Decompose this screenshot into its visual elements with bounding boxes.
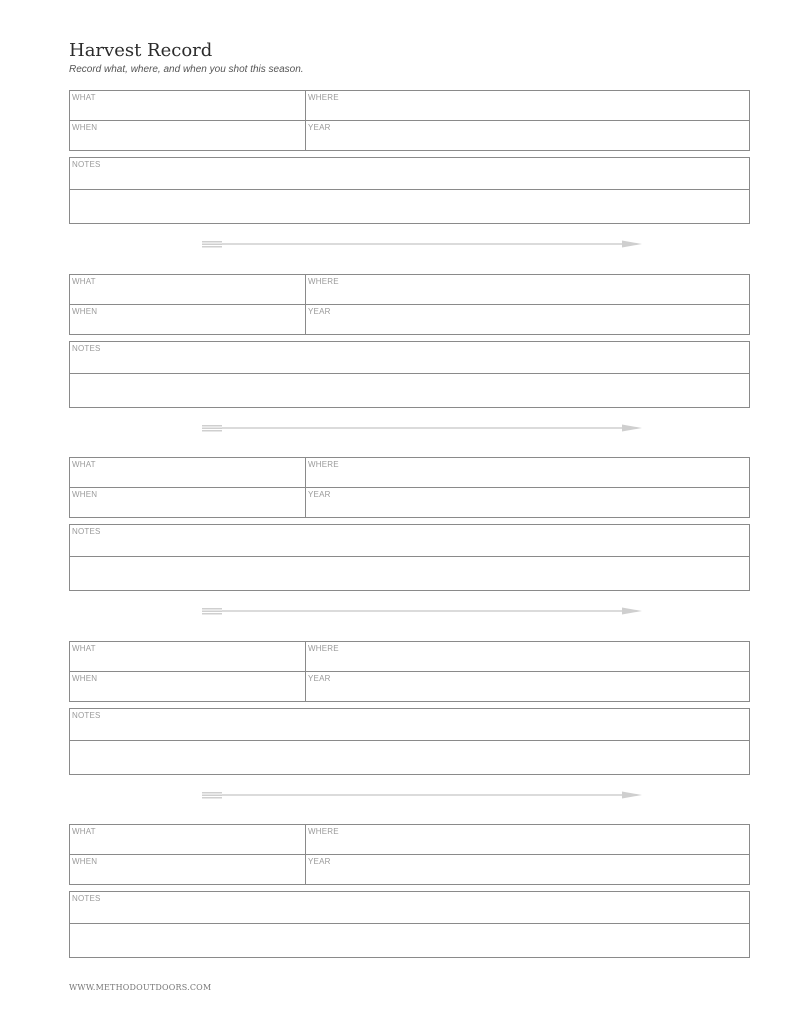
page-subtitle: Record what, where, and when you shot this season.	[69, 64, 304, 75]
year-field[interactable]	[305, 304, 750, 335]
what-field[interactable]	[69, 457, 306, 488]
notes-label: NOTES	[72, 894, 101, 903]
year-field[interactable]	[305, 487, 750, 518]
when-label: WHEN	[72, 857, 98, 866]
notes-label: NOTES	[72, 527, 101, 536]
where-label: WHERE	[308, 460, 339, 469]
what-field[interactable]	[69, 641, 306, 672]
what-field[interactable]	[69, 274, 306, 305]
arrow-icon	[200, 605, 645, 617]
where-label: WHERE	[308, 93, 339, 102]
what-field[interactable]	[69, 90, 306, 121]
notes-continuation-field[interactable]	[69, 923, 750, 958]
harvest-record-5	[69, 824, 750, 958]
where-label: WHERE	[308, 277, 339, 286]
harvest-record-4	[69, 641, 750, 775]
notes-field[interactable]	[69, 341, 750, 374]
notes-continuation-field[interactable]	[69, 189, 750, 224]
what-label: WHAT	[72, 827, 96, 836]
arrow-icon	[200, 789, 645, 801]
year-label: YEAR	[308, 490, 331, 499]
harvest-record-3	[69, 457, 750, 591]
where-field[interactable]	[305, 824, 750, 855]
where-field[interactable]	[305, 90, 750, 121]
year-label: YEAR	[308, 674, 331, 683]
notes-label: NOTES	[72, 160, 101, 169]
notes-field[interactable]	[69, 157, 750, 190]
when-field[interactable]	[69, 487, 306, 518]
notes-label: NOTES	[72, 344, 101, 353]
year-label: YEAR	[308, 857, 331, 866]
what-label: WHAT	[72, 93, 96, 102]
notes-continuation-field[interactable]	[69, 556, 750, 591]
year-label: YEAR	[308, 307, 331, 316]
where-field[interactable]	[305, 274, 750, 305]
notes-field[interactable]	[69, 524, 750, 557]
when-field[interactable]	[69, 854, 306, 885]
when-field[interactable]	[69, 120, 306, 151]
year-field[interactable]	[305, 120, 750, 151]
when-field[interactable]	[69, 304, 306, 335]
page-title: Harvest Record	[69, 40, 213, 61]
what-field[interactable]	[69, 824, 306, 855]
footer-website: WWW.METHODOUTDOORS.COM	[69, 983, 212, 992]
notes-label: NOTES	[72, 711, 101, 720]
notes-field[interactable]	[69, 891, 750, 924]
year-field[interactable]	[305, 854, 750, 885]
page-header	[69, 40, 304, 76]
year-field[interactable]	[305, 671, 750, 702]
year-label: YEAR	[308, 123, 331, 132]
when-label: WHEN	[72, 123, 98, 132]
arrow-icon	[200, 238, 645, 250]
where-label: WHERE	[308, 827, 339, 836]
what-label: WHAT	[72, 277, 96, 286]
when-field[interactable]	[69, 671, 306, 702]
notes-field[interactable]	[69, 708, 750, 741]
harvest-record-2	[69, 274, 750, 408]
when-label: WHEN	[72, 674, 98, 683]
where-field[interactable]	[305, 457, 750, 488]
what-label: WHAT	[72, 460, 96, 469]
when-label: WHEN	[72, 307, 98, 316]
notes-continuation-field[interactable]	[69, 740, 750, 775]
arrow-icon	[200, 422, 645, 434]
when-label: WHEN	[72, 490, 98, 499]
where-label: WHERE	[308, 644, 339, 653]
notes-continuation-field[interactable]	[69, 373, 750, 408]
what-label: WHAT	[72, 644, 96, 653]
where-field[interactable]	[305, 641, 750, 672]
harvest-record-1	[69, 90, 750, 224]
